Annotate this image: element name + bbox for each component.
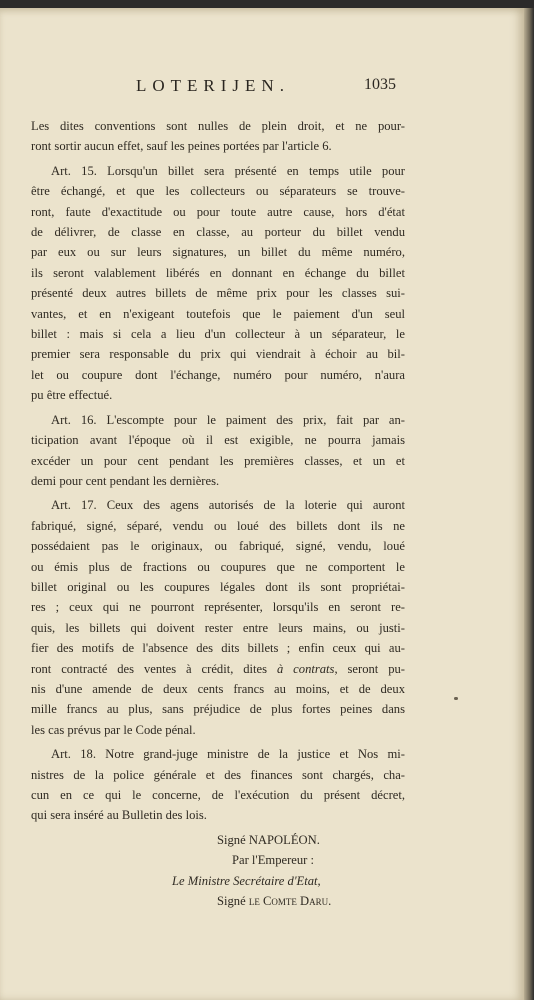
text-line: ticipation avant l'époque où il est exigible, ne pourra jamais [31,433,405,448]
text-line: qui sera inséré au Bulletin des lois. [31,808,207,823]
text-line: nis d'une amende de deux cents francs au moins, et de deux [31,681,405,696]
text-line: quis, les billets qui doivent rester entre leurs mains, ou justi- [31,620,405,635]
body-text [31,116,405,911]
signature-name: le Comte Daru. [248,894,332,909]
text-line [31,659,405,679]
text-line: ils seront valablement libérés en donnant en échange du billet [31,265,405,280]
text-segment: ront contracté des ventes à crédit, dites [31,661,277,676]
article-18 [31,744,405,826]
page-number: 1035 [364,76,396,93]
text-line: de délivrer, de classe en classe, au porteur du billet vendu [31,225,405,240]
text-line: billet original ou les coupures légales dont ils sont propriétai- [31,579,405,594]
text-line: présenté deux autres billets de même prix pour les classes sui- [31,286,405,301]
text-line: fier des motifs de l'absence des dits billets ; enfin ceux qui au- [31,641,405,656]
text-line: Art. 16. L'escompte pour le paiment des prix, fait par an- [51,412,405,427]
article-16 [31,410,405,492]
text-line: possédaient pas le originaux, ou fabriqué, signé, vendu, loué [31,539,405,554]
text-line: Art. 17. Ceux des agens autorisés de la loterie qui auront [51,498,405,513]
text-line: Les dites conventions sont nulles de plein droit, et ne pour- [31,119,405,133]
running-title: LOTERIJEN. [136,76,290,95]
article-17 [31,495,405,740]
text-line: ront sortir aucun effet, sauf les peines portées par l'article 6. [31,139,332,154]
paragraph [31,116,405,157]
text-line: fabriqué, signé, séparé, vendu ou loué des billets dont ils ne [31,518,405,533]
signature-prefix: Signé [217,894,249,909]
text-line: vantes, et en n'exigeant toutefois que le paiement d'un seul [31,306,405,321]
text-line: premier sera responsable du prix qui viendrait à échoir au bil- [31,347,405,362]
signature-block [31,830,405,912]
text-line: Art. 18. Notre grand-juge ministre de la justice et Nos mi- [51,747,405,762]
text-segment: , seront pu- [334,661,406,676]
paper-speck [454,697,458,700]
text-line: ou émis plus de fractions ou coupures que ne comportent le [31,559,405,574]
text-line: nistres de la police générale et des finances sont chargés, cha- [31,767,405,782]
text-line: res ; ceux qui ne pourront représenter, lorsqu'ils en seront re- [31,600,405,615]
signature-daru [31,891,405,911]
text-line: cun en ce qui le concerne, de l'exécution du présent décret, [31,788,405,802]
text-line: excéder un pour cent pendant les premières classes, et un et [31,453,405,468]
signature-napoleon: Signé NAPOLÉON. [217,832,320,847]
text-line: par eux ou sur leurs signatures, un billet du même numéro, [31,245,405,260]
page-header [0,76,524,100]
text-line: Art. 15. Lorsqu'un billet sera présenté en temps utile pour [51,163,405,178]
page-edge [524,8,534,1000]
text-line: billet : mais si cela a lieu d'un collecteur à un séparateur, le [31,327,405,342]
italic-phrase: à contrats [276,661,335,676]
text-line: être échangé, et que les collecteurs ou séparateurs se trouve- [31,184,405,199]
text-line: mille francs au plus, sans préjudice de plus fortes peines dans [31,702,405,717]
text-line: demi pour cent pendant les dernières. [31,473,220,488]
text-line: ront, faute d'exactitude ou pour toute autre cause, hors d'état [31,204,405,219]
signature-par-empereur: Par l'Empereur : [232,853,315,868]
text-line: pu être effectué. [31,388,113,403]
signature-minister-title: Le Ministre Secrétaire d'Etat, [172,873,321,888]
text-line: les cas prévus par le Code pénal. [31,722,196,737]
article-15 [31,161,405,406]
text-line: let ou coupure dont l'échange, numéro pour numéro, n'aura [31,367,405,382]
